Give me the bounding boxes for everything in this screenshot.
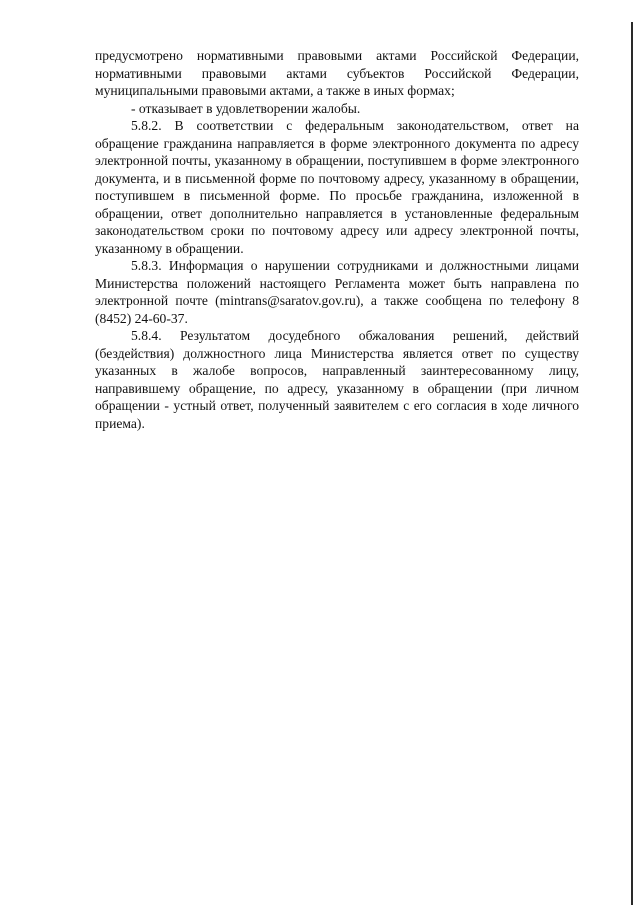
- paragraph-5-8-3: 5.8.3. Информация о нарушении сотрудниками и должностными лицами Министерства положений настоящего Регламента может быть направлена по электронной почте (mintrans@saratov.gov.ru), а также сообщена по телефону 8 (8452) 24-60-37.: [95, 258, 579, 326]
- document-body: [95, 47, 579, 432]
- paragraph-continuation: предусмотрено нормативными правовыми актами Российской Федерации, нормативными правовыми актами субъектов Российской Федерации, муниципальными правовыми актами, а также в иных формах;: [95, 48, 579, 98]
- scan-edge-line: [631, 22, 633, 905]
- list-item-refusal: - отказывает в удовлетворении жалобы.: [131, 100, 361, 116]
- paragraph-5-8-4: 5.8.4. Результатом досудебного обжалования решений, действий (бездействия) должностного лица Министерства является ответ по существу указанных в жалобе вопросов, направленный заинтересованному лицу, направившему обращение, по адресу, указанному в обращении (при личном обращении - устный ответ, полученный заявителем с его согласия в ходе личного приема).: [95, 328, 579, 431]
- paragraph-5-8-2: 5.8.2. В соответствии с федеральным законодательством, ответ на обращение гражданина направляется в форме электронного документа по адресу электронной почты, указанному в обращении, поступившем в форме электронного документа, и в письменной форме по почтовому адресу, указанному в обращении, поступившем в письменной форме. По просьбе гражданина, изложенной в обращении, ответ дополнительно направляется в установленные федеральным законодательством сроки по почтовому адресу или адресу электронной почты, указанному в обращении.: [95, 118, 579, 256]
